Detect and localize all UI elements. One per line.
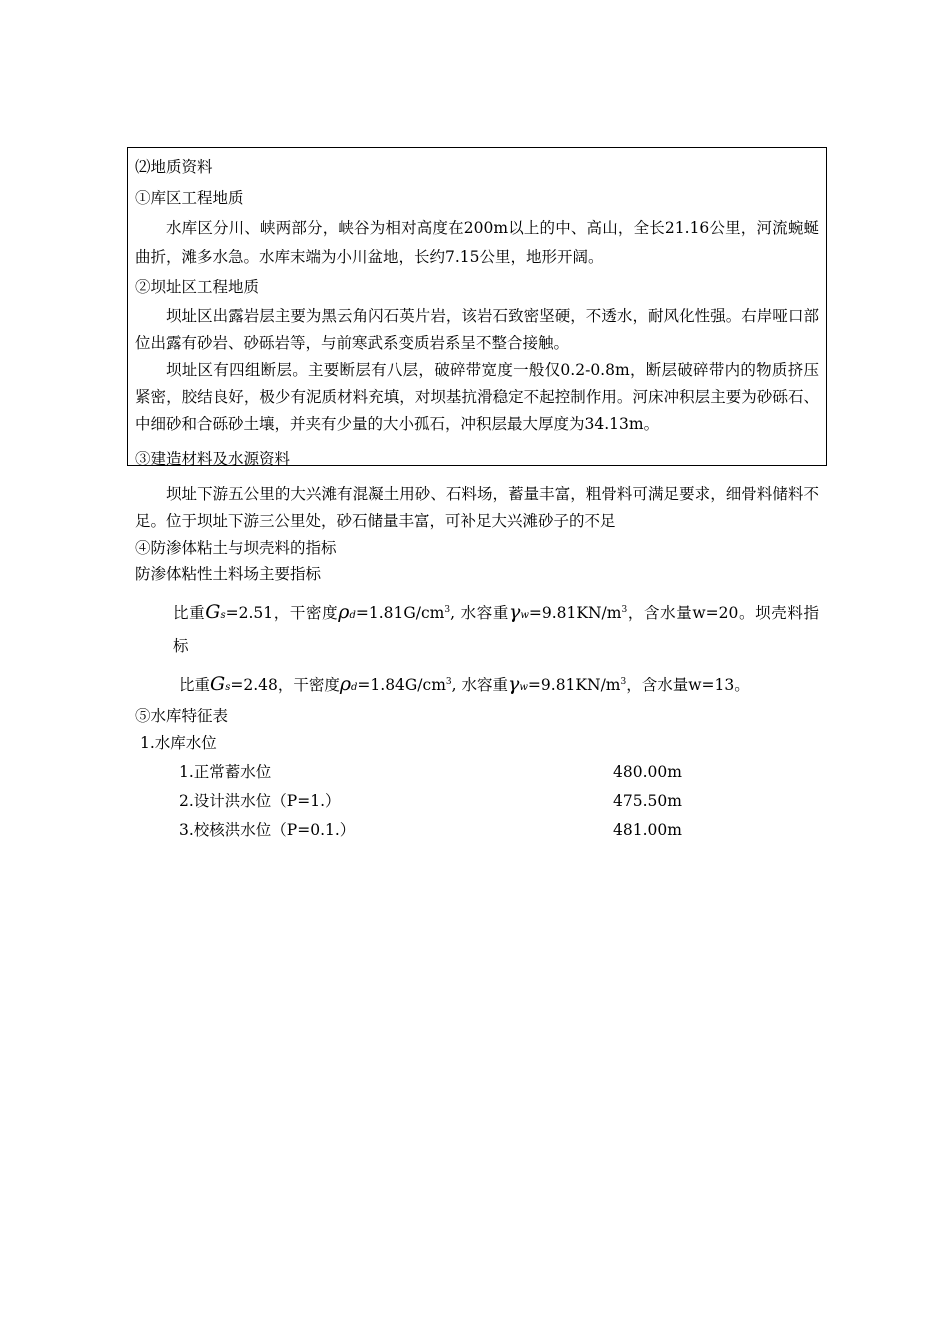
- document-content: [135, 152, 819, 845]
- symbol-gs-subscript: s: [220, 610, 226, 621]
- symbol-gamma-subscript: w: [519, 682, 528, 693]
- value-gamma: =9.81KN/m: [527, 676, 621, 694]
- symbol-gamma: γ: [508, 601, 521, 623]
- symbol-gamma: γ: [508, 673, 520, 695]
- label-specific-gravity: 比重: [179, 676, 211, 694]
- water-level-row: [135, 758, 819, 787]
- value-rho: =1.84G/cm: [357, 676, 446, 694]
- value-water-content: ，含水量w=20。坝壳料指标: [173, 604, 819, 655]
- value-water-content: ，含水量w=13。: [626, 676, 750, 694]
- superscript-rho-unit: 3: [444, 604, 451, 615]
- subheading-clay-indices: 防渗体粘性土料场主要指标: [135, 565, 322, 583]
- value-gamma: =9.81KN/m: [528, 604, 622, 622]
- water-level-row: [135, 787, 819, 816]
- symbol-rho-subscript: d: [349, 610, 356, 621]
- symbol-rho-subscript: d: [351, 682, 358, 693]
- value-gs: =2.51，干密度: [225, 604, 339, 622]
- water-level-row: [135, 816, 819, 845]
- water-level-value: 480.00m: [613, 763, 682, 781]
- paragraph-reservoir-geology: 水库区分川、峡两部分，峡谷为相对高度在200m以上的中、高山，全长21.16公里，河流蜿蜒曲折，滩多水急。水库末端为小川盆地，长约7.15公里，地形开阔。: [135, 219, 819, 266]
- heading-materials: ③建造材料及水源资料: [135, 450, 291, 468]
- section-title: ⑵地质资料: [135, 158, 213, 176]
- label-water-unit-weight: , 水容重: [451, 676, 508, 694]
- water-level-value: 475.50m: [613, 792, 682, 810]
- heading-dam-site-geology: ②坝址区工程地质: [135, 278, 260, 296]
- list-heading-water-levels: 1.水库水位: [140, 734, 217, 752]
- symbol-rho: ρ: [339, 673, 352, 695]
- paragraph-dam-site-rock: 坝址区出露岩层主要为黑云角闪石英片岩，该岩石致密坚硬，不透水，耐风化性强。右岸哑口部位出露有砂岩、砂砾岩等，与前寒武系变质岩系呈不整合接触。: [135, 307, 819, 352]
- paragraph-materials: 坝址下游五公里的大兴滩有混凝土用砂、石料场，蓄量丰富，粗骨料可满足要求，细骨料储料不足。位于坝址下游三公里处，砂石储量丰富，可补足大兴滩砂子的不足: [135, 485, 819, 530]
- formula-line-shell: [135, 669, 819, 703]
- symbol-gs-subscript: s: [225, 682, 231, 693]
- value-gs: =2.48，干密度: [230, 676, 340, 694]
- heading-indices: ④防渗体粘土与坝壳料的指标: [135, 539, 337, 557]
- symbol-gs: G: [205, 601, 221, 623]
- heading-reservoir-geology: ①库区工程地质: [135, 189, 244, 207]
- paragraph-dam-site-faults: 坝址区有四组断层。主要断层有八层，破碎带宽度一般仅0.2-0.8m，断层破碎带内的物质挤压紧密，胶结良好，极少有泥质材料充填，对坝基抗滑稳定不起控制作用。河床冲积层主要为砂砾石、中细砂和合砾砂土壤，并夹有少量的大小孤石，冲积层最大厚度为34.13m。: [135, 361, 819, 433]
- water-level-label: 1.正常蓄水位: [179, 763, 272, 781]
- formula-line-clay: [135, 597, 819, 661]
- label-specific-gravity: 比重: [173, 604, 206, 622]
- water-level-label: 2.设计洪水位（P=1.）: [179, 792, 341, 810]
- value-rho: =1.81G/cm: [355, 604, 445, 622]
- water-level-value: 481.00m: [613, 821, 682, 839]
- superscript-rho-unit: 3: [445, 676, 452, 687]
- superscript-gamma-unit: 3: [620, 676, 627, 687]
- symbol-gs: G: [210, 673, 226, 695]
- water-level-label: 3.校核洪水位（P=0.1.）: [179, 821, 356, 839]
- label-water-unit-weight: , 水容重: [450, 604, 509, 622]
- symbol-gamma-subscript: w: [520, 610, 529, 621]
- symbol-rho: ρ: [338, 601, 350, 623]
- heading-reservoir-features: ⑤水库特征表: [135, 707, 229, 725]
- superscript-gamma-unit: 3: [621, 604, 628, 615]
